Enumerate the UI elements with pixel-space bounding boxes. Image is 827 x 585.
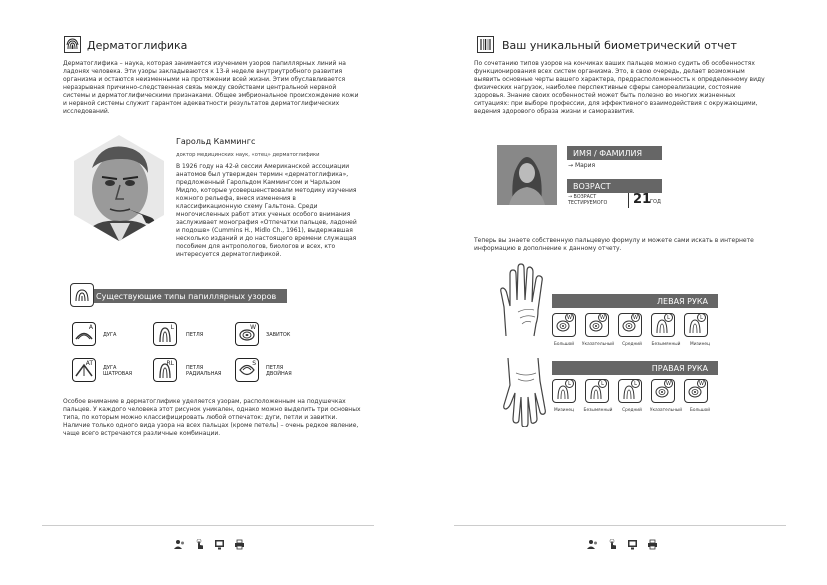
pattern-type-whorl: W [235, 322, 259, 346]
left-label-index: Указательный [581, 342, 615, 347]
right-finger-thumb: W [684, 379, 708, 403]
type-label-loop: ПЕТЛЯ [186, 332, 204, 338]
right-hand-illustration [500, 357, 560, 431]
right-label-little: Мизинец [554, 408, 574, 413]
left-finger-ring: L [651, 313, 675, 337]
report-intro: По сочетанию типов узоров на кончиках ваших пальцев можно судить об особенностях функционирования всех систем организма. Это, в свою очередь, делает возможным выявить основные черты вашего характера, предрасположенность к определенному виду физических нагрузок, наиболее перспективные сферы самореализации, состояние здоровья. Знание своих особенностей может быть полезно во многих жизненных ситуациях: при выборе профессии, для эффективного взаимодействия с окружающими, ведения здорового образа жизни и саморазвития. [474, 60, 765, 115]
intro-paragraph: Дерматоглифика – наука, которая занимается изучением узоров папиллярных линий на ладонях человека. Эти узоры закладываются к 13-й неделе внутриутробного развития организма и остаются неизменными на протяжении всей жизни. Этим обуславливается неразрывная причинно-следственная связь между свойствами центральной нервной системы и дерматоглифическими признаками. Общее эмбриональное происхождение кожи и нервной системы служит гарантом адекватности результатов дерматоглифических исследований. [63, 60, 359, 115]
name-label: ИМЯ / ФАМИЛИЯ [573, 148, 643, 158]
type-label-arch: ДУГА [103, 332, 117, 338]
left-hand-illustration [498, 262, 558, 341]
right-label-ring: Безымянный [583, 408, 613, 413]
left-finger-thumb: W [552, 313, 576, 337]
formula-paragraph: Теперь вы знаете собственную пальцевую формулу и можете сами искать в интернете информацию в дополнение к данному отчету. [474, 237, 754, 252]
age-field-bar [567, 179, 662, 193]
people-icon [587, 539, 598, 550]
right-finger-ring: L [585, 379, 609, 403]
person-title: доктор медицинских наук, «отец» дерматоглифики [176, 152, 320, 158]
people-icon [174, 539, 185, 550]
left-label-middle: Средний [622, 342, 642, 347]
right-label-index: Указательный [649, 408, 683, 413]
left-hand-fingers [552, 313, 708, 337]
type-label-double-loop: ПЕТЛЯ ДВОЙНАЯ [266, 365, 292, 377]
left-finger-middle: W [618, 313, 642, 337]
age-value: 21 [633, 192, 652, 207]
footer-icons-right [587, 539, 658, 550]
age-label: ВОЗРАСТ [573, 181, 611, 191]
types-heading-bar [90, 289, 287, 303]
footer-icons [174, 539, 245, 550]
footer-divider [42, 525, 374, 526]
right-hand-title: ПРАВАЯ РУКА [651, 363, 708, 373]
right-hand-labels [547, 408, 717, 413]
report-title: Ваш уникальный биометрический отчет [502, 39, 737, 52]
right-finger-little: L [552, 379, 576, 403]
type-label-tented-arch: ДУГА ШАТРОВАЯ [103, 365, 133, 377]
pattern-type-tented-arch: AT [72, 358, 96, 382]
fingerprint-icon [64, 36, 81, 53]
barcode-icon [477, 36, 494, 53]
age-sub-label: ВОЗРАСТ ТЕСТИРУЕМОГО [568, 195, 608, 206]
type-label-whorl: ЗАВИТОК [266, 332, 291, 338]
touch-icon [194, 539, 205, 550]
right-label-middle: Средний [622, 408, 642, 413]
fingerprint-box-icon [70, 283, 94, 307]
pattern-type-double-loop: S [235, 358, 259, 382]
left-hand-labels [547, 342, 717, 347]
print-icon [234, 539, 245, 550]
left-label-little: Мизинец [690, 342, 710, 347]
monitor-icon [627, 539, 638, 550]
left-hand-bar [552, 294, 718, 308]
left-label-thumb: Большой [553, 342, 575, 347]
pattern-type-radial-loop: RL [153, 358, 177, 382]
right-hand-bar [552, 361, 718, 375]
right-finger-index: W [651, 379, 675, 403]
left-finger-index: W [585, 313, 609, 337]
footer-divider-right [454, 525, 786, 526]
print-icon [647, 539, 658, 550]
name-value-row: → Мария [568, 162, 596, 169]
page-title: Дерматоглифика [87, 39, 188, 52]
avatar [497, 145, 557, 205]
bottom-paragraph: Особое внимание в дерматоглифике уделяется узорам, расположенным на подушечках пальцев. У каждого человека этот рисунок уникален, однако можно выделить три основных типа, по которым можно классифицировать любой отпечаток: дуги, петли и завитки. Наличие только одного вида узора на всех пальцах (кроме петель) – очень редкое явление, чаще всего встречаются различные комбинации. [63, 398, 361, 437]
left-finger-little: L [684, 313, 708, 337]
person-bio: В 1926 году на 42-й сессии Американской ассоциации анатомов был утвержден термин «дерматоглифика», предложенный Гарольдом Каммингсом и Чарльзом Мидло, которые усовершенствовали методику изучения кожного рельефа, внеся изменения в классификационную схему Гальтона. Среди многочисленных работ этих ученых особого внимания заслуживает монография «Отпечатки пальцев, ладоней и подошв» (Cummins H., Midlo Ch., 1961), выдержавшая несколько изданий и до настоящего времени служащая пособием для антропологов, биологов и всех, кто интересуется дерматоглификой. [176, 163, 357, 258]
age-divider [628, 193, 629, 208]
types-heading: Существующие типы папиллярных узоров [96, 291, 277, 301]
pattern-type-loop: L [153, 322, 177, 346]
age-sub-row: → ВОЗРАСТ ТЕСТИРУЕМОГО [568, 195, 608, 206]
person-name: Гарольд Каммингс [176, 137, 256, 146]
pattern-type-arch: A [72, 322, 96, 346]
portrait-photo [70, 133, 168, 243]
monitor-icon [214, 539, 225, 550]
touch-icon [607, 539, 618, 550]
left-label-ring: Безымянный [651, 342, 681, 347]
right-hand-fingers [552, 379, 708, 403]
right-label-thumb: Большой [689, 408, 711, 413]
left-hand-title: ЛЕВАЯ РУКА [657, 296, 708, 306]
name-value: Мария [574, 162, 596, 169]
name-field-bar [567, 146, 662, 160]
right-finger-middle: L [618, 379, 642, 403]
type-label-radial-loop: ПЕТЛЯ РАДИАЛЬНАЯ [186, 365, 222, 377]
age-unit: ГОД [650, 199, 661, 205]
